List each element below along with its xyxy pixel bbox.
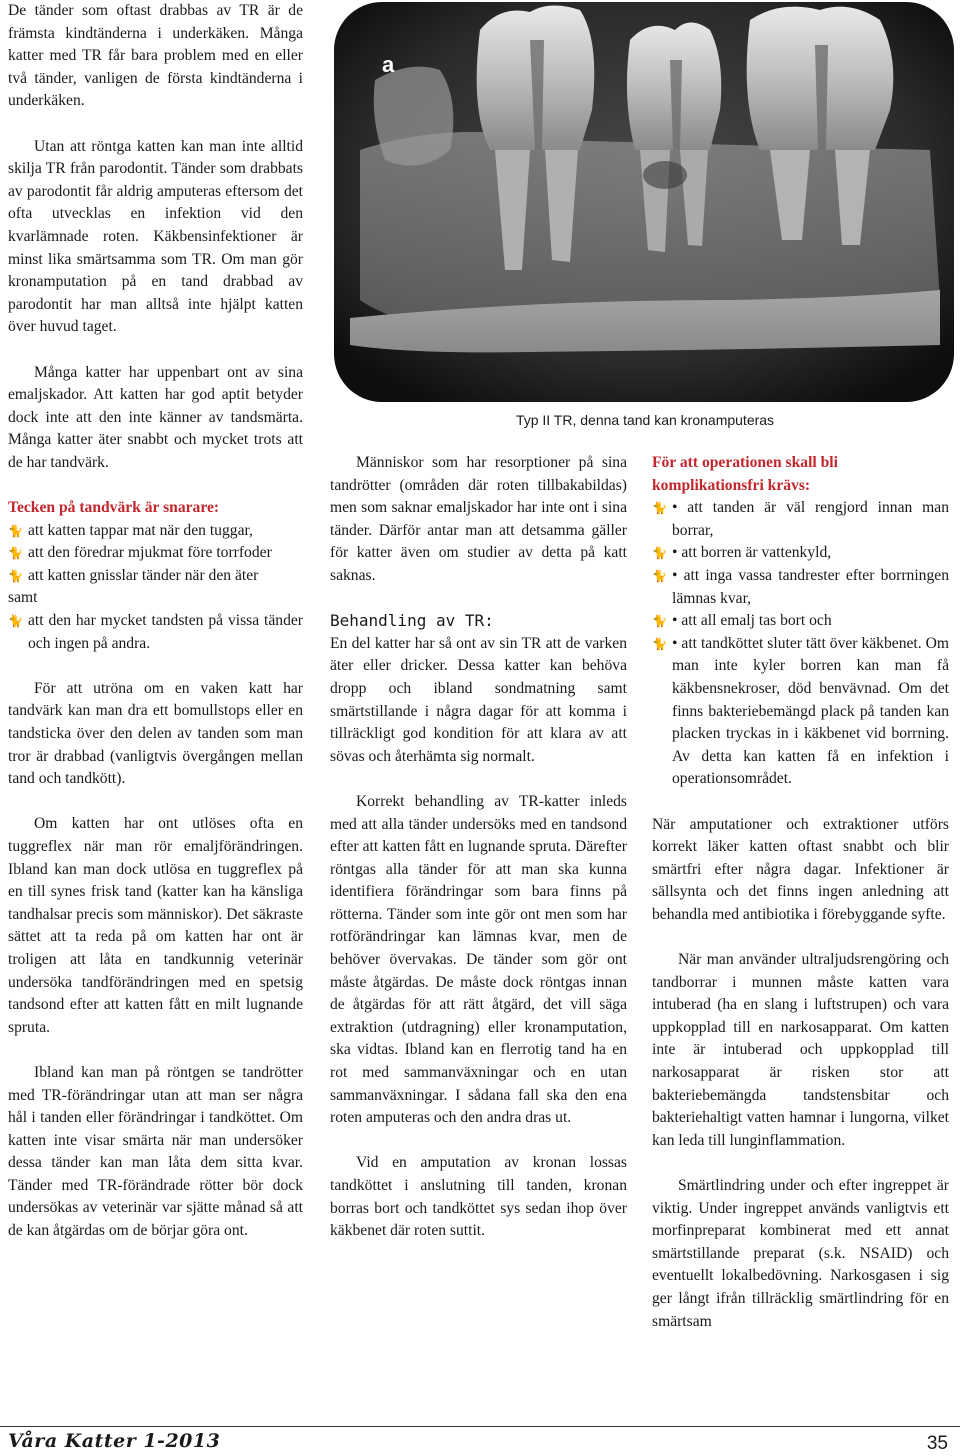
connector-text: samt xyxy=(8,589,38,607)
bullet-item: 🐈 • att tandköttet sluter tätt över käkbenet. Om man inte kyler borren kan man få käkbensnekroser, död benvävnad. Om det finns bakteriebemängd plack på tanden kan placken tryckas in i käkbenet vid borrning. Av detta kan katten få en infektion i operationsområdet. xyxy=(652,634,949,788)
column-2 xyxy=(330,452,627,1243)
bullet-item: 🐈 att katten gnisslar tänder när den äter xyxy=(8,565,303,588)
paragraph: En del katter har så ont av sin TR att de varken äter eller dricker. Dessa katter kan behöva dropp och ibland sondmatning samt smärtstillande i några dagar för att komma i tillräckligt god kondition för att klara av att sövas och återhämta sig normalt. xyxy=(330,634,627,765)
paragraph: För att utröna om en vaken katt har tandvärk kan man dra ett bomullstops eller en tandsticka över den delen av tanden som man tror är drabbad (vanligtvis övergången mellan tand och tandkött). xyxy=(8,679,303,788)
cat-bullet-icon: 🐈 xyxy=(8,614,23,629)
paragraph: Smärtlindring under och efter ingreppet är viktig. Under ingreppet används vanligtvis ett morfinpreparat kombinerat med ett annat smärtstillande preparat (s.k. NSAID) och eventuellt lokalbedövning. Narkosgasen i sig ger långt ifrån tillräcklig smärtlindring för en smärtsam xyxy=(652,1177,949,1330)
dental-xray-image xyxy=(330,0,960,408)
bullet-item: 🐈 att katten tappar mat när den tuggar, xyxy=(8,520,303,543)
paragraph: När man använder ultraljudsrengöring och tandborrar i munnen måste katten vara intuberad (ha en slang i luftstrupen) och vara uppkopplad till en narkosapparat. Om katten inte är intuberad och uppkopplad till narkosapparat är risken stor att bakteriebemängda tandstensbitar och bakteriehaltigt vatten hamnar i lungorna, vilket kan leda till lunginflammation. xyxy=(652,951,949,1149)
column-1 xyxy=(8,0,303,1243)
cat-bullet-icon: 🐈 xyxy=(652,614,667,629)
cat-bullet-icon: 🐈 xyxy=(652,546,667,561)
paragraph: Vid en amputation av kronan lossas tandköttet i anslutning till tanden, kronan borras bort och tandköttet sys sedan ihop över käkbenet där roten suttit. xyxy=(330,1154,627,1240)
xray-corner-label: a xyxy=(382,52,395,77)
paragraph: De tänder som oftast drabbas av TR är de främsta kindtänderna i underkäken. Många katter med TR får bara problem med en eller två tänder, vanligen de första kindtänderna i underkäken. xyxy=(8,2,303,110)
magazine-name: Våra Katter 1-2013 xyxy=(8,1430,221,1452)
paragraph: När amputationer och extraktioner utförs korrekt läker katten oftast snabbt och blir smärtfri efter några dagar. Infektioner är sällsynta och det finns ingen anledning att behandla med antibiotika i förebyggande syfte. xyxy=(652,815,949,923)
paragraph: Människor som har resorptioner på sina tandrötter (områden där roten tillbakabildas) men som saknar emaljskador har inte ont i sina tänder. Därför antar man att detsamma gäller för katter även om studier av detta på katt saknas. xyxy=(330,454,627,584)
section-heading: För att operationen skall bli komplikationsfri krävs: xyxy=(652,454,838,494)
paragraph: Ibland kan man på röntgen se tandrötter med TR-förändringar utan att man ser några hål i tanden eller förändringar i tandköttet. Om katten inte visar smärta när man undersöker dessa tänder kan man låta dem sitta kvar. Tänder med TR-förändrade rötter bör dock undersökas av veterinär var sjätte månad så att de kan åtgärdas om de börjar göra ont. xyxy=(8,1063,303,1240)
paragraph: Om katten har ont utlöses ofta en tuggreflex när man rör emaljförändringen. Ibland kan man dock utlösa en tuggreflex på en till synes frisk tand (katter kan ha känsliga tandhalsar precis som människor). Det säkraste sättet att ta reda på om katten har ont är troligen att låta en tandkunnig veterinär undersöka tandförändringen med en spetsig tandsond efter att katten fått en milt lugnande spruta. xyxy=(8,815,303,1036)
cat-bullet-icon: 🐈 xyxy=(652,568,667,583)
cat-bullet-icon: 🐈 xyxy=(8,523,23,538)
page-number: 35 xyxy=(926,1433,948,1454)
paragraph: Korrekt behandling av TR-katter inleds med att alla tänder undersöks med en tandsond efter att katten fått en lugnande spruta. Därefter röntgas alla tänder för att man ska kunna identifiera förändringar som bara finns på rötterna. Tänder som inte gör ont men som har rotförändringar kan lämnas kvar, men de behöver övervakas. De tänder som gör ont måste åtgärdas. De måste dock röntgas innan de åtgärdas för att rätt åtgärd, det vill säga extraktion (utdragning) eller kronamputation, ska vidtas. Ibland kan en flerrotig tand ha en rot med sammanväxningar och en utan sammanväxningar. I sådana fall ska den ena roten amputeras och den andra dras ut. xyxy=(330,792,627,1127)
bullet-item: 🐈 att den har mycket tandsten på vissa tänder och ingen på andra. xyxy=(8,612,303,652)
footer-rule xyxy=(0,1426,960,1427)
bullet-item: 🐈 att den föredrar mjukmat före torrfoder xyxy=(8,542,303,565)
figure-caption: Typ II TR, denna tand kan kronamputeras xyxy=(515,412,775,428)
bullet-item: 🐈 • att all emalj tas bort och xyxy=(652,610,949,633)
cat-bullet-icon: 🐈 xyxy=(652,501,667,516)
bullet-item: 🐈 • att inga vassa tandrester efter borrningen lämnas kvar, xyxy=(652,566,949,607)
bullet-item: 🐈 • att borren är vattenkyld, xyxy=(652,542,949,565)
cat-bullet-icon: 🐈 xyxy=(8,546,23,561)
section-heading: Tecken på tandvärk är snarare: xyxy=(8,499,220,517)
bullet-item: 🐈 • att tanden är väl rengjord innan man borrar, xyxy=(652,499,949,539)
column-3 xyxy=(652,452,949,1333)
section-heading: Behandling av TR: xyxy=(330,611,494,631)
cat-bullet-icon: 🐈 xyxy=(8,568,23,583)
paragraph: Många katter har uppenbart ont av sina emaljskador. Att katten har god aptit betyder dock inte att den inte känner av tandsmärta. Många katter äter snabbt och mycket trots att de har tandvärk. xyxy=(8,363,303,471)
cat-bullet-icon: 🐈 xyxy=(652,636,667,651)
paragraph: Utan att röntga katten kan man inte alltid skilja TR från parodontit. Tänder som drabbats av parodontit får aldrig amputeras eftersom det ofta utvecklas en infektion vid den kvarlämnade roten. Käkbensinfektioner är minst lika smärtsamma som TR. Om man gör kronamputation på en tand drabbad av parodontit har man alltså inte hjälpt katten över huvud taget. xyxy=(8,137,303,336)
